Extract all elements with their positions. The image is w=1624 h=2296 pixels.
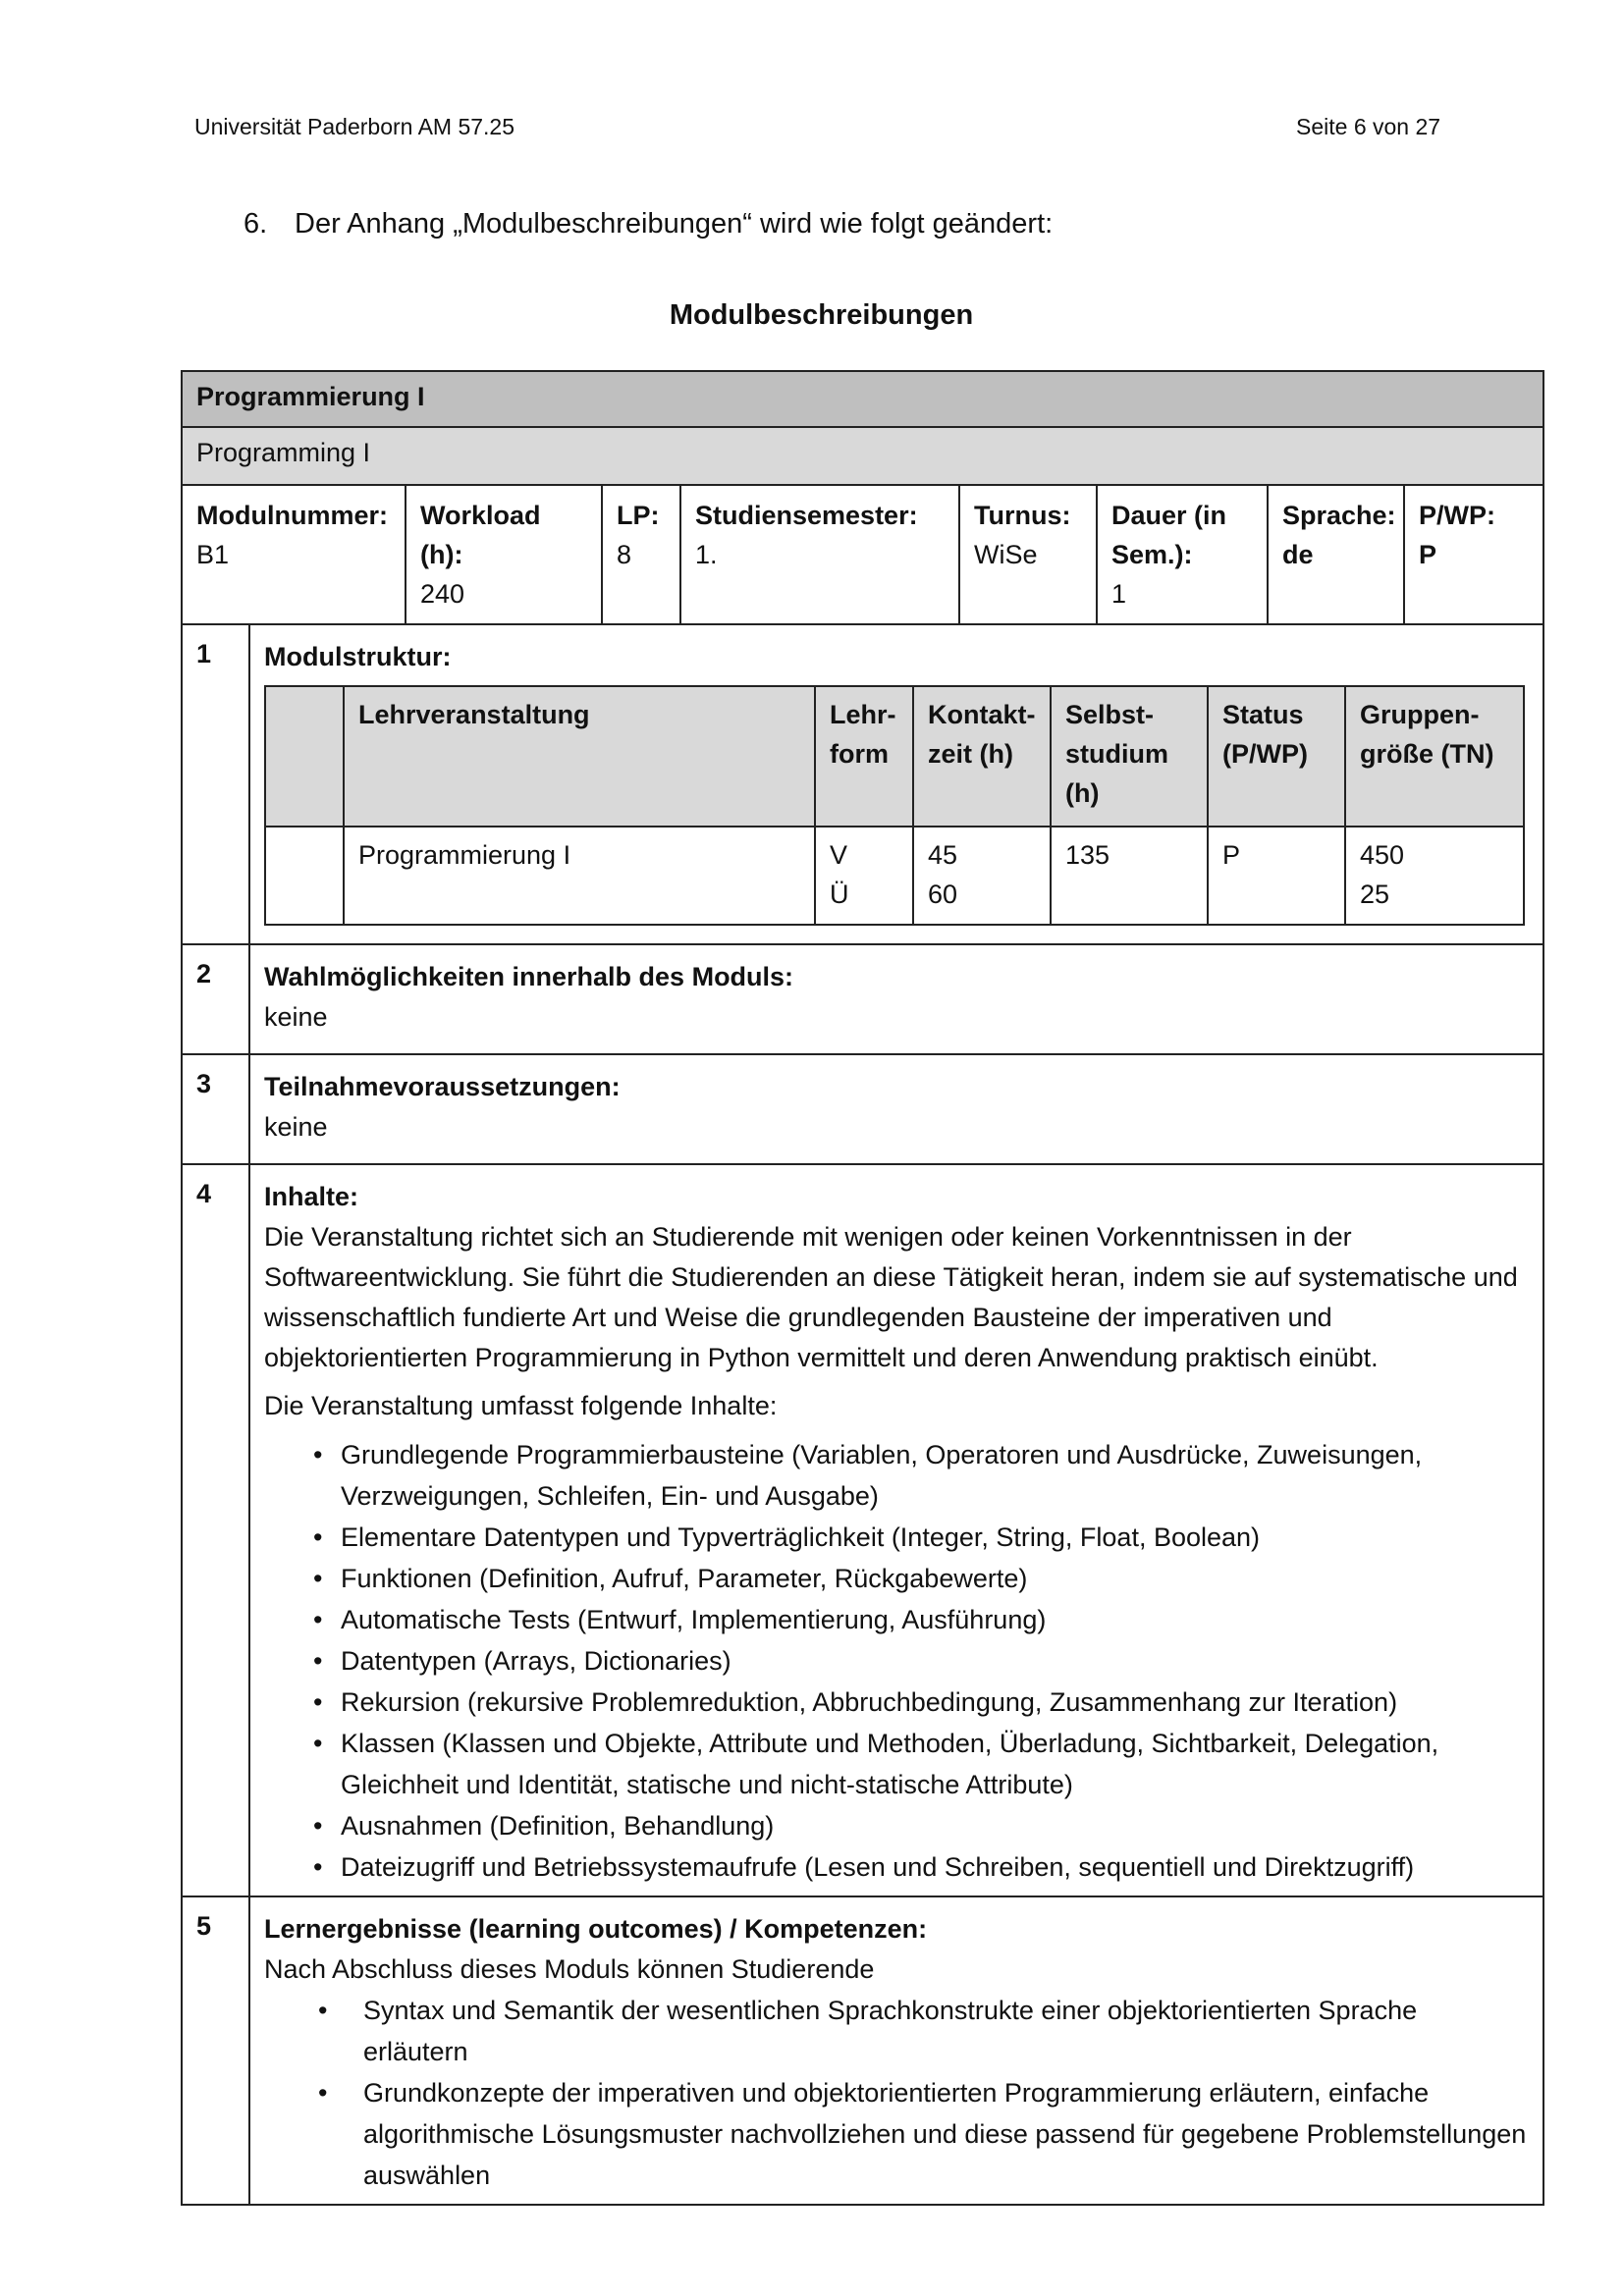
form-value: V: [830, 840, 848, 870]
section-number: 2: [182, 944, 249, 1054]
section-text: keine: [264, 1112, 328, 1142]
meta-value: 8: [617, 540, 632, 569]
meta-value: B1: [196, 540, 230, 569]
col-header-gruppengroesse: Gruppen-größe (TN): [1345, 686, 1524, 827]
col-header-kontaktzeit: Kontakt-zeit (h): [913, 686, 1051, 827]
meta-label: Turnus:: [974, 501, 1071, 530]
col-header-status: Status (P/WP): [1208, 686, 1345, 827]
section-title: Teilnahmevoraussetzungen:: [264, 1072, 621, 1101]
meta-value: WiSe: [974, 540, 1038, 569]
document-title: Modulbeschreibungen: [669, 299, 974, 331]
list-item: • Ausnahmen (Definition, Behandlung): [341, 1805, 1529, 1846]
section-number: 1: [182, 624, 249, 944]
meta-label: Studiensemester:: [695, 501, 918, 530]
meta-value: P: [1419, 540, 1437, 569]
section-4: [182, 1164, 1543, 1896]
section-content: [249, 624, 1543, 944]
section-number: 5: [182, 1896, 249, 2205]
section-5: [182, 1896, 1543, 2205]
list-item: • Elementare Datentypen und Typverträglichkeit (Integer, String, Float, Boolean): [341, 1517, 1529, 1558]
intro-text: Der Anhang „Modulbeschreibungen“ wird wie folgt geändert:: [295, 208, 1054, 240]
section-content: [249, 1054, 1543, 1164]
meta-studiensemester: [680, 485, 959, 624]
meta-dauer: [1097, 485, 1268, 624]
col-header-selbststudium: Selbst-studium (h): [1051, 686, 1208, 827]
content-paragraph: Die Veranstaltung umfasst folgende Inhalte:: [264, 1391, 778, 1420]
intro-paragraph: [244, 208, 1053, 240]
section-3: [182, 1054, 1543, 1164]
group-value: 25: [1360, 880, 1390, 909]
module-title: Programmierung I: [182, 371, 1543, 427]
header-institution: Universität Paderborn AM 57.25: [194, 114, 515, 139]
section-title: Inhalte:: [264, 1182, 359, 1211]
row-group-size: [1345, 827, 1524, 925]
meta-label: P/WP:: [1419, 501, 1495, 530]
meta-sprache: [1268, 485, 1404, 624]
group-value: 450: [1360, 840, 1405, 870]
contact-value: 45: [928, 840, 958, 870]
list-item: • Rekursion (rekursive Problemreduktion, Abbruchbedingung, Zusammenhang zur Iteration): [341, 1682, 1529, 1723]
header-page-number: Seite 6 von 27: [1296, 114, 1441, 139]
row-self-study: 135: [1051, 827, 1208, 925]
content-list: [264, 1434, 1529, 1888]
intro-number: 6.: [244, 208, 268, 240]
meta-workload: [406, 485, 602, 624]
list-item: • Grundkonzepte der imperativen und objektorientierten Programmierung erläutern, einfache algorithmische Lösungsmuster nachvollziehen und diese passend für gegebene Problemstellungen auswählen: [363, 2072, 1529, 2196]
meta-value: de: [1282, 540, 1314, 569]
list-item: • Klassen (Klassen und Objekte, Attribute und Methoden, Überladung, Sichtbarkeit, Delegation, Gleichheit und Identität, statische und nicht-statische Attribute): [341, 1723, 1529, 1805]
section-content: [249, 1164, 1543, 1896]
meta-turnus: [959, 485, 1097, 624]
contact-value: 60: [928, 880, 958, 909]
module-description-table: [181, 370, 1544, 2206]
meta-label: Modulnummer:: [196, 501, 388, 530]
list-item: • Datentypen (Arrays, Dictionaries): [341, 1640, 1529, 1682]
meta-value: 1: [1111, 579, 1127, 609]
meta-label: Workload (h):: [420, 501, 541, 569]
structure-header-row: [265, 686, 1524, 827]
row-index: [265, 827, 344, 925]
row-contact: [913, 827, 1051, 925]
col-header-lehrveranstaltung: Lehrveranstaltung: [344, 686, 815, 827]
row-form: [815, 827, 913, 925]
col-header-lehrform: Lehr-form: [815, 686, 913, 827]
section-title: Wahlmöglichkeiten innerhalb des Moduls:: [264, 962, 794, 991]
list-item: • Dateizugriff und Betriebssystemaufrufe (Lesen und Schreiben, sequentiell und Direktzugriff): [341, 1846, 1529, 1888]
section-title: Lernergebnisse (learning outcomes) / Kompetenzen:: [264, 1914, 928, 1944]
table-row: [265, 827, 1524, 925]
section-text: keine: [264, 1002, 328, 1032]
module-meta-row: [182, 485, 1543, 624]
section-number: 4: [182, 1164, 249, 1896]
meta-value: 1.: [695, 540, 718, 569]
section-1: [182, 624, 1543, 944]
meta-label: Sprache:: [1282, 501, 1396, 530]
meta-value: 240: [420, 579, 465, 609]
list-item: • Automatische Tests (Entwurf, Implementierung, Ausführung): [341, 1599, 1529, 1640]
row-status: P: [1208, 827, 1345, 925]
col-header-index: [265, 686, 344, 827]
module-structure-table: [264, 685, 1525, 926]
module-subtitle: Programming I: [182, 427, 1543, 485]
section-title: Modulstruktur:: [264, 642, 452, 671]
meta-pwp: [1404, 485, 1543, 624]
outcomes-list: [264, 1990, 1529, 2196]
section-content: [249, 944, 1543, 1054]
row-course: Programmierung I: [344, 827, 815, 925]
outcomes-intro: Nach Abschluss dieses Moduls können Studierende: [264, 1954, 875, 1984]
list-item: • Grundlegende Programmierbausteine (Variablen, Operatoren und Ausdrücke, Zuweisungen, Verzweigungen, Schleifen, Ein- und Ausgabe): [341, 1434, 1529, 1517]
content-paragraph: Die Veranstaltung richtet sich an Studierende mit wenigen oder keinen Vorkenntnissen in der Softwareentwicklung. Sie führt die Studierenden an diese Tätigkeit heran, indem sie auf systematische und wissenschaftlich fundierte Art und Weise die grundlegenden Bausteine der imperativen und objektorientierten Programmierung in Python vermittelt und deren Anwendung praktisch einübt.: [264, 1222, 1518, 1372]
form-value: Ü: [830, 880, 849, 909]
section-number: 3: [182, 1054, 249, 1164]
list-item: • Syntax und Semantik der wesentlichen Sprachkonstrukte einer objektorientierten Sprache erläutern: [363, 1990, 1529, 2072]
meta-modulnummer: [182, 485, 406, 624]
meta-label: Dauer (in Sem.):: [1111, 501, 1227, 569]
meta-lp: [602, 485, 680, 624]
meta-label: LP:: [617, 501, 660, 530]
section-2: [182, 944, 1543, 1054]
list-item: • Funktionen (Definition, Aufruf, Parameter, Rückgabewerte): [341, 1558, 1529, 1599]
section-content: [249, 1896, 1543, 2205]
